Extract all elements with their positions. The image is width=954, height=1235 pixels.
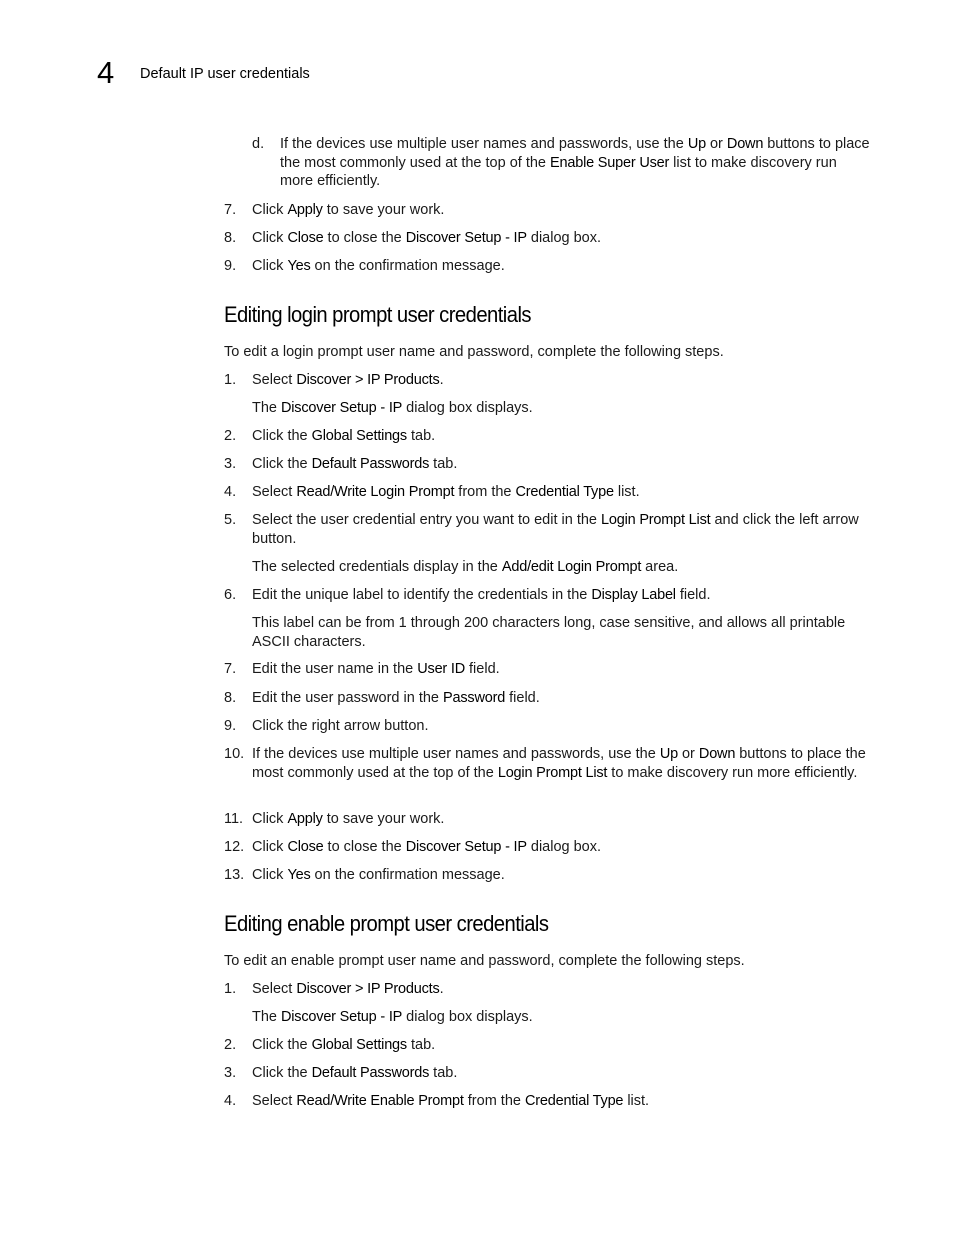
step-8 <box>224 689 872 708</box>
step-7 <box>224 201 872 220</box>
step-text: This label can be from 1 through 200 characters long, case sensitive, and allows all printable ASCII characters. <box>252 615 846 650</box>
step-text: The Discover Setup - IP dialog box displays. <box>252 400 533 416</box>
step-text: Click the Default Passwords tab. <box>252 456 458 472</box>
step-marker: 10. <box>224 746 245 762</box>
step-marker: d. <box>252 136 265 152</box>
step-13 <box>224 866 872 885</box>
step-marker: 7. <box>224 661 237 677</box>
step-text: Select Discover > IP Products. <box>252 372 444 388</box>
step-9 <box>224 717 872 736</box>
step-text: Select Discover > IP Products. <box>252 981 444 997</box>
section-heading-login-prompt: Editing login prompt user credentials <box>224 302 531 327</box>
step-3 <box>224 455 872 474</box>
step-text: Select Read/Write Login Prompt from the Credential Type list. <box>252 484 640 500</box>
chapter-number: 4 <box>97 55 115 90</box>
step-note <box>252 399 872 418</box>
step-marker: 3. <box>224 456 237 472</box>
step-text: Click the Default Passwords tab. <box>252 1065 458 1081</box>
section-intro: To edit an enable prompt user name and password, complete the following steps. <box>224 953 745 969</box>
step-marker: 9. <box>224 718 237 734</box>
step-text: Select the user credential entry you want to edit in the Login Prompt List and click the left arrow button. <box>252 512 859 547</box>
step-10 <box>224 745 872 782</box>
step-5 <box>224 511 872 548</box>
step-marker: 3. <box>224 1065 237 1081</box>
step-note <box>252 558 872 577</box>
step-marker: 13. <box>224 867 245 883</box>
step-marker: 4. <box>224 1093 237 1109</box>
step-text: Click Apply to save your work. <box>252 811 445 827</box>
step-2 <box>224 1036 872 1055</box>
step-text: Click Apply to save your work. <box>252 202 445 218</box>
step-1 <box>224 980 872 999</box>
step-text: Select Read/Write Enable Prompt from the Credential Type list. <box>252 1093 650 1109</box>
step-4 <box>224 483 872 502</box>
step-text: Click the right arrow button. <box>252 718 429 734</box>
step-marker: 4. <box>224 484 237 500</box>
step-marker: 8. <box>224 230 237 246</box>
step-marker: 7. <box>224 202 237 218</box>
chapter-title: Default IP user credentials <box>140 66 310 82</box>
step-text: Click the Global Settings tab. <box>252 1037 436 1053</box>
step-text: Edit the user name in the User ID field. <box>252 661 500 677</box>
step-text: The selected credentials display in the Add/edit Login Prompt area. <box>252 559 679 575</box>
step-marker: 1. <box>224 372 237 388</box>
step-marker: 2. <box>224 428 237 444</box>
step-text: Edit the user password in the Password field. <box>252 690 540 706</box>
step-marker: 8. <box>224 690 237 706</box>
step-marker: 6. <box>224 587 237 603</box>
step-3 <box>224 1064 872 1083</box>
substep-d <box>252 135 872 191</box>
step-6 <box>224 586 872 605</box>
step-marker: 11. <box>224 811 244 827</box>
step-note <box>252 1008 872 1027</box>
step-text: Click the Global Settings tab. <box>252 428 436 444</box>
step-2 <box>224 427 872 446</box>
step-7 <box>224 660 872 679</box>
step-note <box>252 614 872 651</box>
step-9 <box>224 257 872 276</box>
step-12 <box>224 838 872 857</box>
step-8 <box>224 229 872 248</box>
step-text: Click Close to close the Discover Setup - IP dialog box. <box>252 230 602 246</box>
step-marker: 12. <box>224 839 245 855</box>
step-text: The Discover Setup - IP dialog box displays. <box>252 1009 533 1025</box>
step-marker: 1. <box>224 981 237 997</box>
step-1 <box>224 371 872 390</box>
step-text: If the devices use multiple user names and passwords, use the Up or Down buttons to place the most commonly used at the top of the Login Prompt List to make discovery run more efficiently. <box>252 746 866 781</box>
step-text: If the devices use multiple user names and passwords, use the Up or Down buttons to place the most commonly used at the top of the Enable Super User list to make discovery run more efficiently. <box>280 136 870 189</box>
step-marker: 9. <box>224 258 237 274</box>
step-11 <box>224 810 872 829</box>
step-marker: 2. <box>224 1037 237 1053</box>
step-text: Click Yes on the confirmation message. <box>252 867 505 883</box>
section-intro: To edit a login prompt user name and password, complete the following steps. <box>224 344 724 360</box>
step-text: Edit the unique label to identify the credentials in the Display Label field. <box>252 587 711 603</box>
step-text: Click Yes on the confirmation message. <box>252 258 505 274</box>
step-marker: 5. <box>224 512 237 528</box>
step-4 <box>224 1092 872 1111</box>
section-heading-enable-prompt: Editing enable prompt user credentials <box>224 911 549 936</box>
step-text: Click Close to close the Discover Setup - IP dialog box. <box>252 839 602 855</box>
